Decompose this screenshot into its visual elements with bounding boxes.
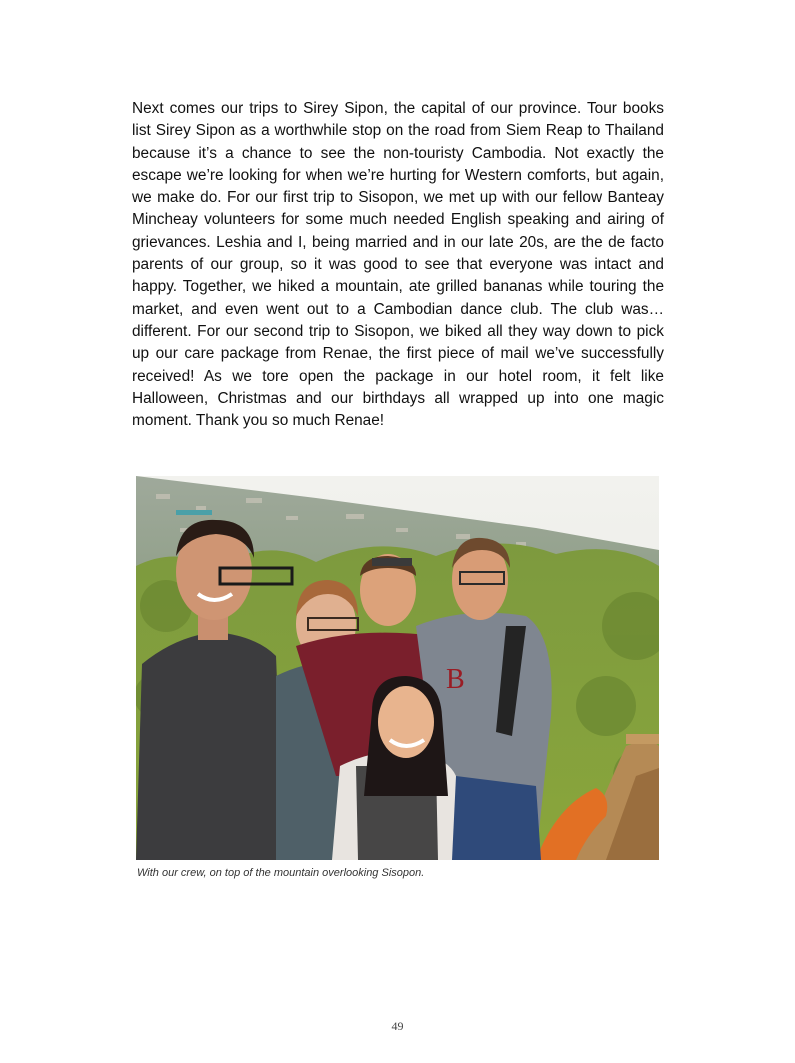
body-paragraph: Next comes our trips to Sirey Sipon, the capital of our province. Tour books list Sirey Sipon as a worthwhile stop on the road from Siem Reap to Thailand because it’s a chance to see the non-touristy Cambodia. Not exactly the escape we’re looking for when we’re hurting for Western comforts, but again, we make do. For our first trip to Sisopon, we met up with our fellow Banteay Mincheay volunteers for some much needed English speaking and airing of grievances. Leshia and I, being married and in our late 20s, are the de facto parents of our group, so it was good to see that everyone was intact and happy. Together, we hiked a mountain, ate grilled bananas while touring the market, and even went out to a Cambodian dance club. The club was…different. For our second trip to Sisopon, we biked all they way down to pick up our care package from Renae, the first piece of mail we’ve successfully received! As we tore open the package in our hotel room, it felt like Halloween, Christmas and our birthdays all wrapped up into one magic moment. Thank you so much Renae! <box>132 100 664 430</box>
group-photo <box>136 476 659 860</box>
photo-caption: With our crew, on top of the mountain overlooking Sisopon. <box>137 867 425 879</box>
svg-text:B: B <box>446 664 465 695</box>
page-number: 49 <box>391 1019 404 1033</box>
